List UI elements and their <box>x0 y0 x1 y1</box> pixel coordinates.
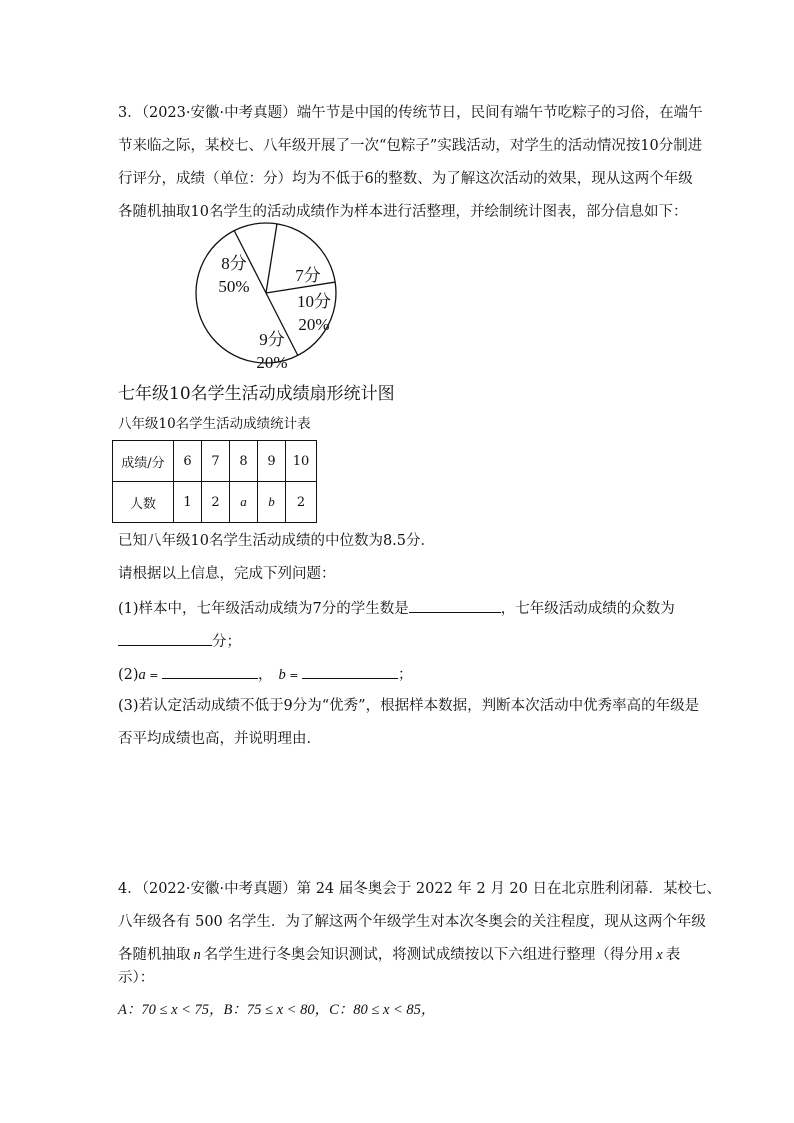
var-x: x <box>656 947 663 963</box>
answer-blank-2[interactable] <box>118 630 212 646</box>
table-cell: 8 <box>230 441 258 482</box>
var-a: a <box>138 667 146 683</box>
pie-slice-name: 9分 <box>259 330 285 349</box>
equals-a: = <box>145 669 163 682</box>
var-n: n <box>193 947 201 963</box>
sub1-text-a: (1)样本中，七年级活动成绩为7分的学生数是 <box>118 601 409 617</box>
sub2-sep: ， <box>258 667 273 683</box>
q4-line-3-a: 各随机抽取 <box>118 947 191 963</box>
q4-line-3-b: 名学生进行冬奥会知识测试，将测试成绩按以下六组进行整理（得分用 <box>203 947 654 963</box>
q4-line-3 <box>118 945 680 965</box>
pie-slice-name: 8分 <box>221 254 247 273</box>
chart-caption: 七年级10名学生活动成绩扇形统计图 <box>118 384 395 404</box>
q3-line-2: 节来临之际，某校七、八年级开展了一次“包粽子”实践活动，对学生的活动情况按10分制进 <box>118 138 703 154</box>
sub-question-1 <box>118 597 675 619</box>
sub2-end: ； <box>397 667 413 683</box>
table-cell: 2 <box>202 482 230 523</box>
table-row <box>113 441 317 482</box>
sub-question-2 <box>118 663 412 686</box>
pie-slice-percent: 20% <box>256 353 288 368</box>
q4-groups: A：70 ≤ x < 75，B：75 ≤ x < 80，C：80 ≤ x < 85， <box>118 1002 436 1018</box>
sub1-text-b: ，七年级活动成绩的众数为 <box>500 601 675 617</box>
table-cell: a <box>230 482 258 523</box>
table-cell: 1 <box>174 482 202 523</box>
table-cell: 2 <box>286 482 317 523</box>
sub-question-1-cont <box>118 630 241 652</box>
table-cell: 10 <box>286 441 317 482</box>
pie-slice-name: 7分 <box>295 266 321 285</box>
answer-blank-1[interactable] <box>409 597 501 613</box>
instruction: 请根据以上信息，完成下列问题： <box>118 566 336 582</box>
table-row <box>113 482 317 523</box>
q3-line-1: 3．（2023·安徽·中考真题）端午节是中国的传统节日，民间有端午节吃粽子的习俗，在端午 <box>118 105 703 121</box>
q4-line-2: 八年级各有 500 名学生．为了解这两个年级学生对本次冬奥会的关注程度，现从这两个年级 <box>118 914 706 930</box>
table-cell: 9 <box>258 441 286 482</box>
q4-line-4: 示）： <box>118 970 155 986</box>
q3-line-3: 行评分，成绩（单位：分）均为不低于6的整数、为了解这次活动的效果，现从这两个年级 <box>118 171 693 187</box>
table-cell: b <box>258 482 286 523</box>
table-header-score: 成绩/分 <box>113 441 174 482</box>
table-header-count: 人数 <box>113 482 174 523</box>
sub1-text-c: 分； <box>212 634 241 650</box>
q3-line-4: 各随机抽取10名学生的活动成绩作为样本进行活整理，并绘制统计图表，部分信息如下： <box>118 204 688 220</box>
pie-slice-percent: 20% <box>298 315 330 334</box>
pie-chart <box>195 218 385 368</box>
pie-slice-percent: 50% <box>218 277 250 296</box>
score-table <box>112 440 317 523</box>
q4-line-1: 4．（2022·安徽·中考真题）第 24 届冬奥会于 2022 年 2 月 20 日在北京胜利闭幕．某校七、 <box>118 881 721 897</box>
median-note: 已知八年级10名学生活动成绩的中位数为8.5分． <box>118 533 436 549</box>
answer-blank-a[interactable] <box>162 663 258 679</box>
answer-blank-b[interactable] <box>302 663 398 679</box>
sub-question-3-line-2: 否平均成绩也高，并说明理由． <box>118 731 321 747</box>
table-caption: 八年级10名学生活动成绩统计表 <box>118 416 311 432</box>
sub-question-3-line-1: (3)若认定活动成绩不低于9分为“优秀”，根据样本数据，判断本次活动中优秀率高的年级是 <box>118 698 700 714</box>
equals-b: = <box>285 669 302 682</box>
sub2-prefix: (2) <box>118 667 139 683</box>
pie-slice-name: 10分 <box>297 292 331 311</box>
q4-line-3-c: 表 <box>665 947 681 963</box>
table-cell: 6 <box>174 441 202 482</box>
var-b: b <box>278 667 286 683</box>
table-cell: 7 <box>202 441 230 482</box>
